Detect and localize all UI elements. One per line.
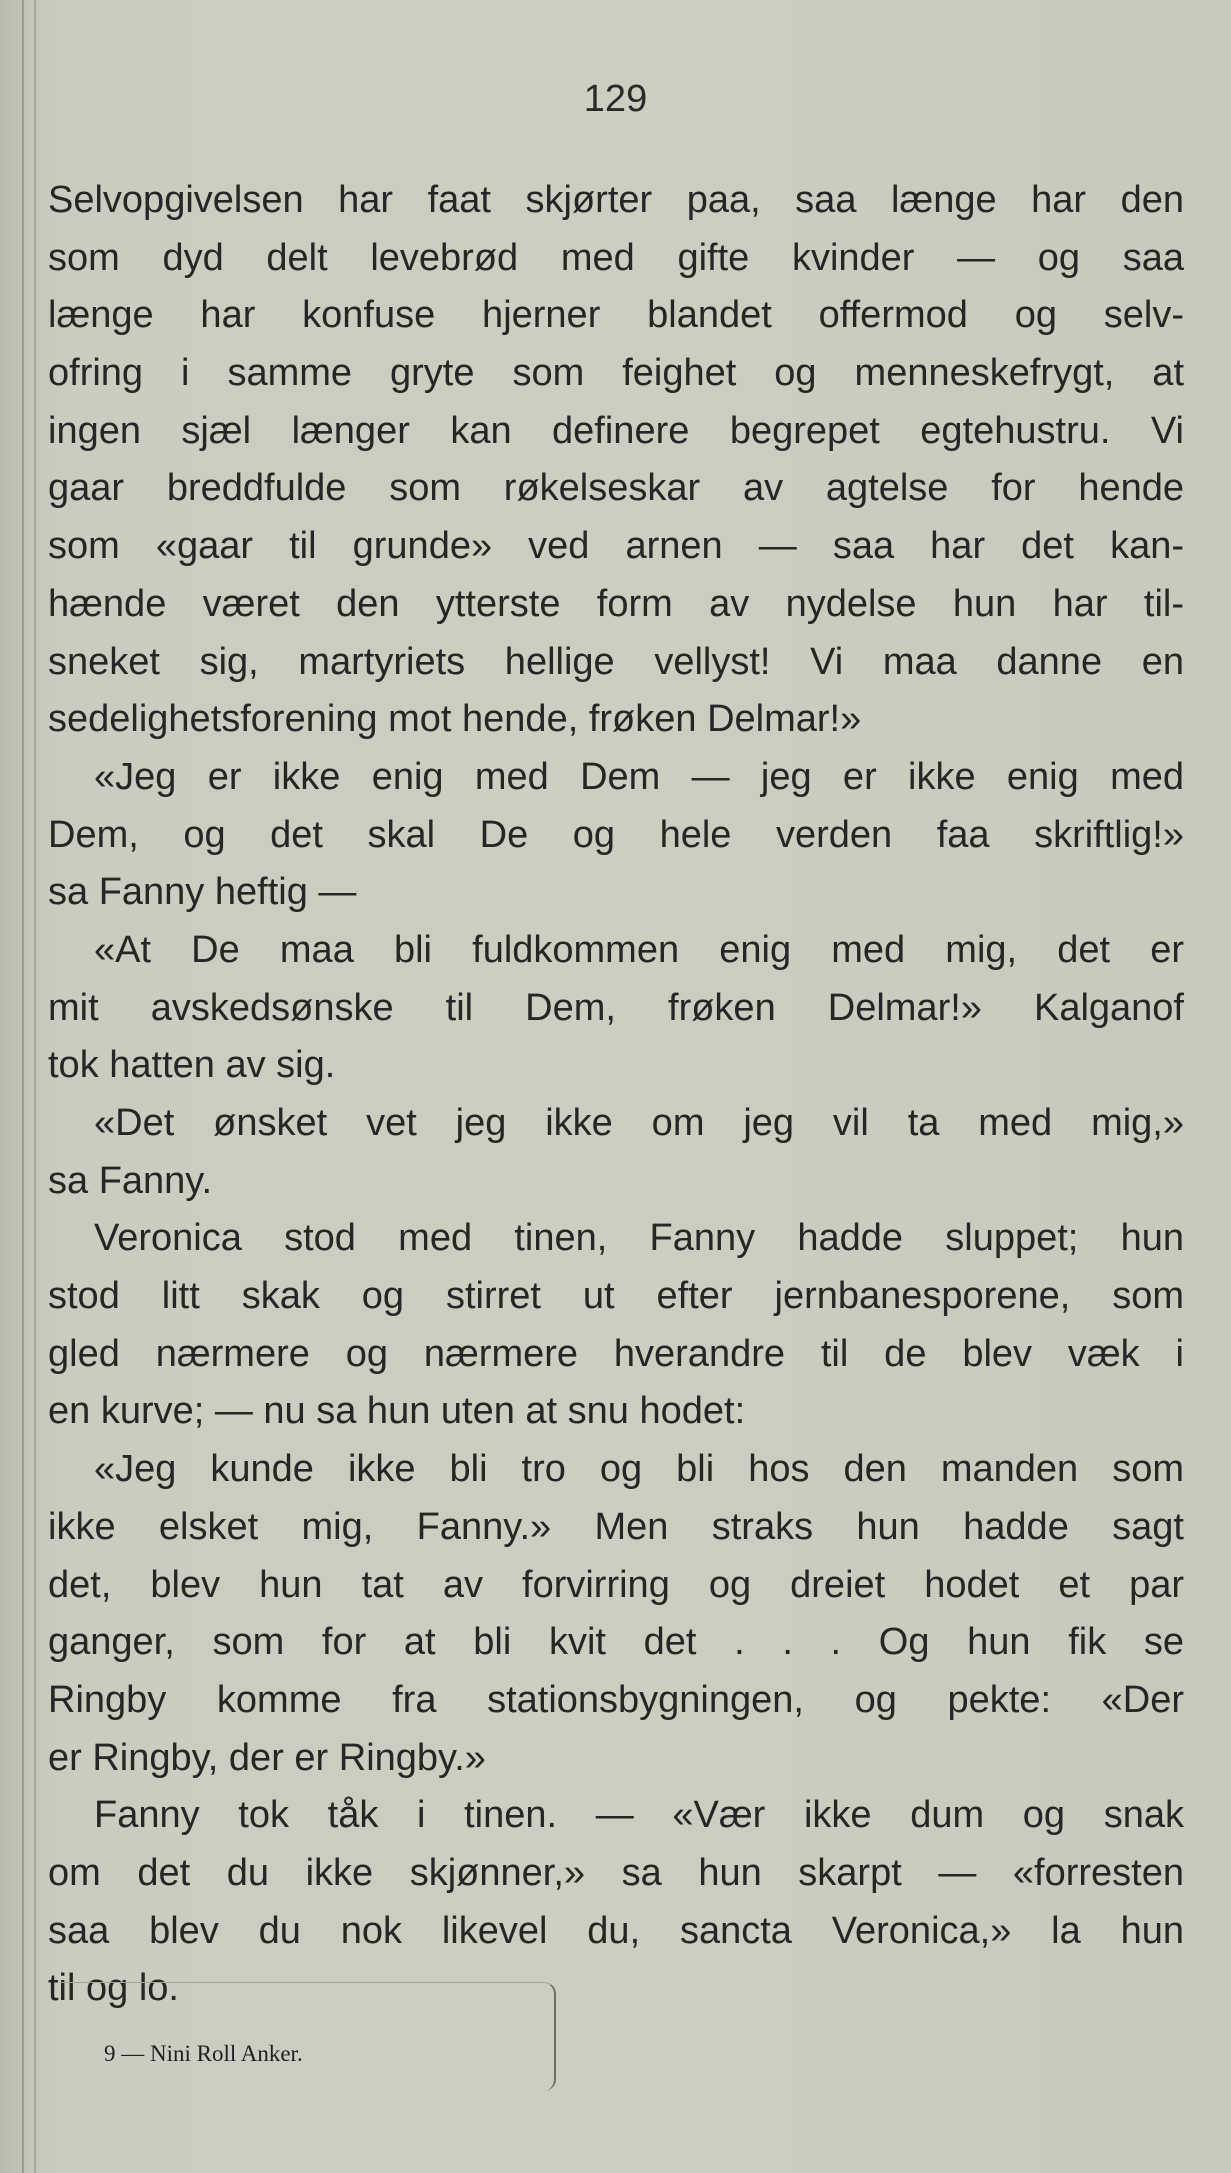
text-line: saa blev du nok likevel du, sancta Veronica,» la hun [48, 1909, 1184, 1952]
text-line: ikke elsket mig, Fanny.» Men straks hun hadde sagt [48, 1505, 1184, 1548]
text-line: gled nærmere og nærmere hverandre til de blev væk i [48, 1332, 1184, 1375]
text-line: som dyd delt levebrød med gifte kvinder — og saa [48, 236, 1184, 279]
binding-edge-line [22, 0, 24, 2173]
text-line: «Det ønsket vet jeg ikke om jeg vil ta med mig,» [94, 1102, 1184, 1144]
text-line: mit avskedsønske til Dem, frøken Delmar!» Kalganof [48, 986, 1184, 1029]
text-line: som «gaar til grunde» ved arnen — saa har det kan- [48, 525, 1184, 568]
binding-edge-line [34, 0, 36, 2173]
text-line: sneket sig, martyriets hellige vellyst! Vi maa danne en [48, 640, 1184, 683]
text-line: «At De maa bli fuldkommen enig med mig, det er [94, 928, 1184, 971]
text-line: Veronica stod med tinen, Fanny hadde sluppet; hun [94, 1217, 1184, 1260]
text-line: tok hatten av sig. [48, 1044, 336, 1087]
text-line: sa Fanny heftig — [48, 871, 357, 914]
text-line: en kurve; — nu sa hun uten at snu hodet: [48, 1390, 746, 1433]
text-line: er Ringby, der er Ringby.» [48, 1736, 486, 1779]
text-line: «Jeg kunde ikke bli tro og bli hos den manden som [94, 1448, 1184, 1491]
text-line: sa Fanny. [48, 1159, 213, 1202]
text-line: til og lo. [48, 1967, 179, 2010]
text-line: gaar breddfulde som røkelseskar av agtelse for hende [48, 467, 1184, 510]
text-line: ingen sjæl længer kan definere begrepet egtehustru. Vi [48, 409, 1184, 452]
text-line: ofring i samme gryte som feighet og menneskefrygt, at [48, 352, 1184, 395]
text-line: Fanny tok tåk i tinen. — «Vær ikke dum og snak [94, 1794, 1184, 1837]
text-line: Ringby komme fra stationsbygningen, og pekte: «Der [48, 1678, 1184, 1721]
body-text [48, 172, 1184, 2018]
printer-signature: 9 — Nini Roll Anker. [104, 2041, 303, 2066]
text-line: hænde været den ytterste form av nydelse hun har til- [48, 582, 1184, 625]
text-line: sedelighetsforening mot hende, frøken Delmar!» [48, 698, 862, 741]
text-line: «Jeg er ikke enig med Dem — jeg er ikke enig med [94, 755, 1184, 798]
text-line: det, blev hun tat av forvirring og dreiet hodet et par [48, 1563, 1184, 1606]
text-line: Selvopgivelsen har faat skjørter paa, saa længe har den [48, 179, 1184, 221]
text-line: ganger, som for at bli kvit det . . . Og hun fik se [48, 1621, 1184, 1664]
text-line: Dem, og det skal De og hele verden faa skriftlig!» [48, 813, 1184, 856]
signature-frame [60, 1982, 556, 2091]
page-number: 129 [583, 78, 648, 120]
text-line: stod litt skak og stirret ut efter jernbanesporene, som [48, 1275, 1184, 1318]
text-line: længe har konfuse hjerner blandet offermod og selv- [48, 294, 1184, 337]
text-line: om det du ikke skjønner,» sa hun skarpt — «forresten [48, 1851, 1184, 1894]
